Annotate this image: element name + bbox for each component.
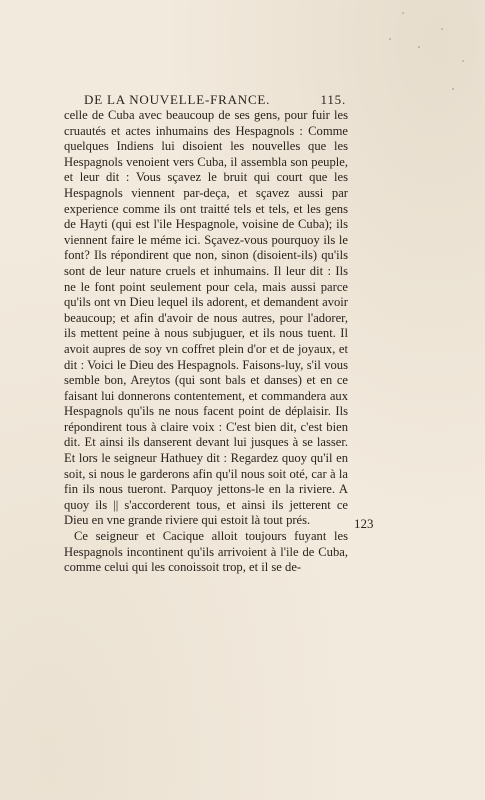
running-title: DE LA NOUVELLE-FRANCE.	[84, 92, 271, 107]
paper-speck	[462, 60, 464, 62]
paper-speck	[402, 12, 404, 14]
paper-speck	[452, 88, 454, 90]
paper-speck	[418, 46, 420, 48]
page-number: 115.	[320, 92, 346, 107]
paper-speck	[389, 38, 391, 40]
body-text	[64, 108, 348, 576]
paragraph: Ce seigneur et Cacique alloit toujours fuyant les Hespagnols incontinent qu'ils arrivoient à l'ile de Cuba, comme celui qui les conoissoit trop, et il se de-	[64, 529, 348, 575]
paragraph: celle de Cuba avec beaucoup de ses gens, pour fuir les cruautés et actes inhumains des Hespagnols : Comme quelques Indiens lui disoient les nouvelles que les Hespagnols venoient vers Cuba, il assembla son peuple, et leur dit : Vous sçavez le bruit qui court que les Hespagnols viennent par-deça, et sçavez aussi par experience comme ils ont traitté tels et tels, et les gens de Hayti (qui est l'ile Hespagnole, voisine de Cuba); ils viennent faire le méme ici. Sçavez-vous pourquoy ils le font? Ils répondirent que non, sinon (disoient-ils) qu'ils sont de leur nature cruels et inhumains. Il leur dit : Ils ne le font point seulement pour cela, mais aussi parce qu'ils ont vn Dieu lequel ils adorent, et demandent avoir beaucoup; et afin d'avoir de nous autres, pour l'adorer, ils mettent peine à nous subjuguer, et ils nous tuent. Il avoit aupres de soy vn coffret plein d'or et de joyaux, et dit : Voici le Dieu des Hespagnols. Faisons-luy, s'il vous semble bon, Areytos (qui sont bals et danses) et en ce faisant lui donnerons contentement, et commandera aux Hespagnols qu'ils ne nous facent point de déplaisir. Ils répondirent tous à claire voix : C'est bien dit, c'est bien dit. Et ainsi ils danserent devant lui jusques à se lasser. Et lors le seigneur Hathuey dit : Regardez quoy qu'il en soit, si nous le garderons afin qu'il nous soit oté, car à la fin ils nous tueront. Parquoy jettons-le en la riviere. A quoy ils || s'accorderent tous, et ainsi ils jetterent ce Dieu en vne grande riviere qui estoit là tout prés.	[64, 108, 348, 528]
paper-speck	[441, 28, 443, 30]
margin-page-reference: 123	[354, 516, 374, 531]
